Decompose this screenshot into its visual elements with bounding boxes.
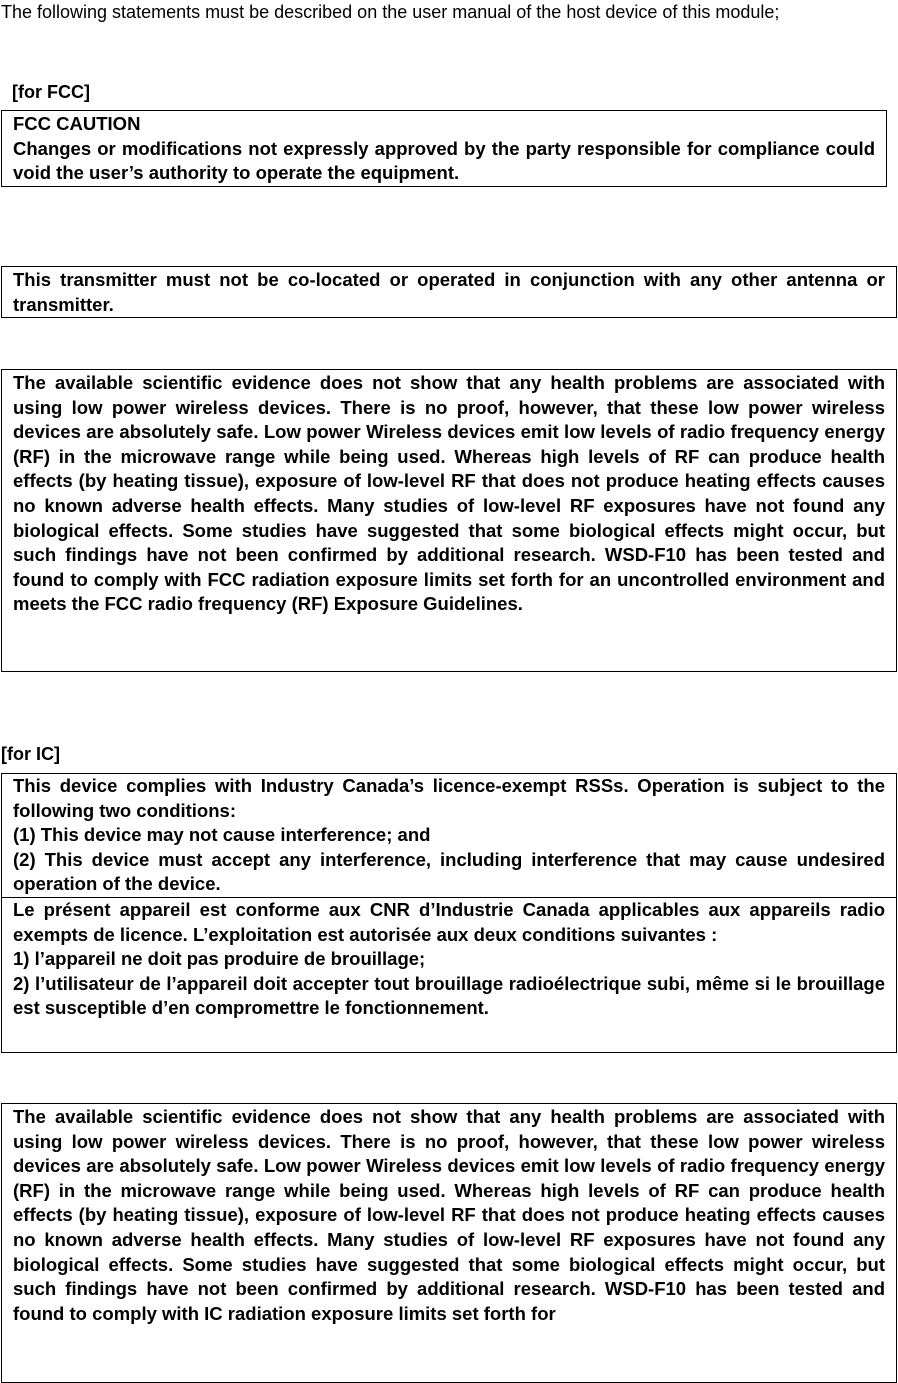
ic-french-condition-1: 1) l’appareil ne doit pas produire de brouillage; [13,948,426,970]
fcc-colocation-text: This transmitter must not be co-located or operated in conjunction with any other antenna or transmitter. [13,269,885,315]
ic-english-intro: This device complies with Industry Canada’s licence-exempt RSSs. Operation is subject to the following two conditions: [13,775,885,821]
intro-text: The following statements must be described on the user manual of the host device of this module; [1,2,780,22]
ic-rf-exposure-text: The available scientific evidence does not show that any health problems are associated with using low power wireless devices. There is no proof, however, that these low power wireless devices are absolutely safe. Low power Wireless devices emit low levels of radio frequency energy (RF) in the microwave range while being used. Whereas high levels of RF can produce health effects (by heating tissue), exposure of low-level RF that does not produce heating effects causes no known adverse health effects. Many studies of low-level RF exposures have not found any biological effects. Some studies have suggested that some biological effects might occur, but such findings have not been confirmed by additional research. WSD-F10 has been tested and found to comply with IC radiation exposure limits set forth for [13,1106,885,1324]
fcc-caution-title: FCC CAUTION [13,113,141,134]
ic-rf-exposure-box [1,1103,897,1383]
ic-english-condition-2: (2) This device must accept any interference, including interference that may cause undesired operation of the device. [13,848,885,895]
ic-french-intro: Le présent appareil est conforme aux CNR d’Industrie Canada applicables aux appareils radio exempts de licence. L’exploitation est autorisée aux deux conditions suivantes : [13,898,885,945]
fcc-caution-box [1,110,887,187]
fcc-rf-exposure-text: The available scientific evidence does not show that any health problems are associated with using low power wireless devices. There is no proof, however, that these low power wireless devices are absolutely safe. Low power Wireless devices emit low levels of radio frequency energy (RF) in the microwave range while being used. Whereas high levels of RF can produce health effects (by heating tissue), exposure of low-level RF that does not produce heating effects causes no known adverse health effects. Many studies of low-level RF exposures have not found any biological effects. Some studies have suggested that some biological effects might occur, but such findings have not been confirmed by additional research. WSD-F10 has been tested and found to comply with FCC radiation exposure limits set forth for an uncontrolled environment and meets the FCC radio frequency (RF) Exposure Guidelines. [13,372,885,615]
ic-statement-box [1,773,897,1053]
fcc-colocation-box [1,266,897,318]
ic-heading: [for IC] [1,744,60,764]
fcc-caution-text: Changes or modifications not expressly approved by the party responsible for compliance could void the user’s authority to operate the equipment. [13,137,875,184]
fcc-rf-exposure-box [1,369,897,672]
ic-english-condition-1: (1) This device may not cause interference; and [13,824,431,846]
ic-french-condition-2: 2) l’utilisateur de l’appareil doit accepter tout brouillage radioélectrique subi, même si le brouillage est susceptible d’en compromettre le fonctionnement. [13,972,885,1019]
fcc-heading: [for FCC] [12,82,90,102]
